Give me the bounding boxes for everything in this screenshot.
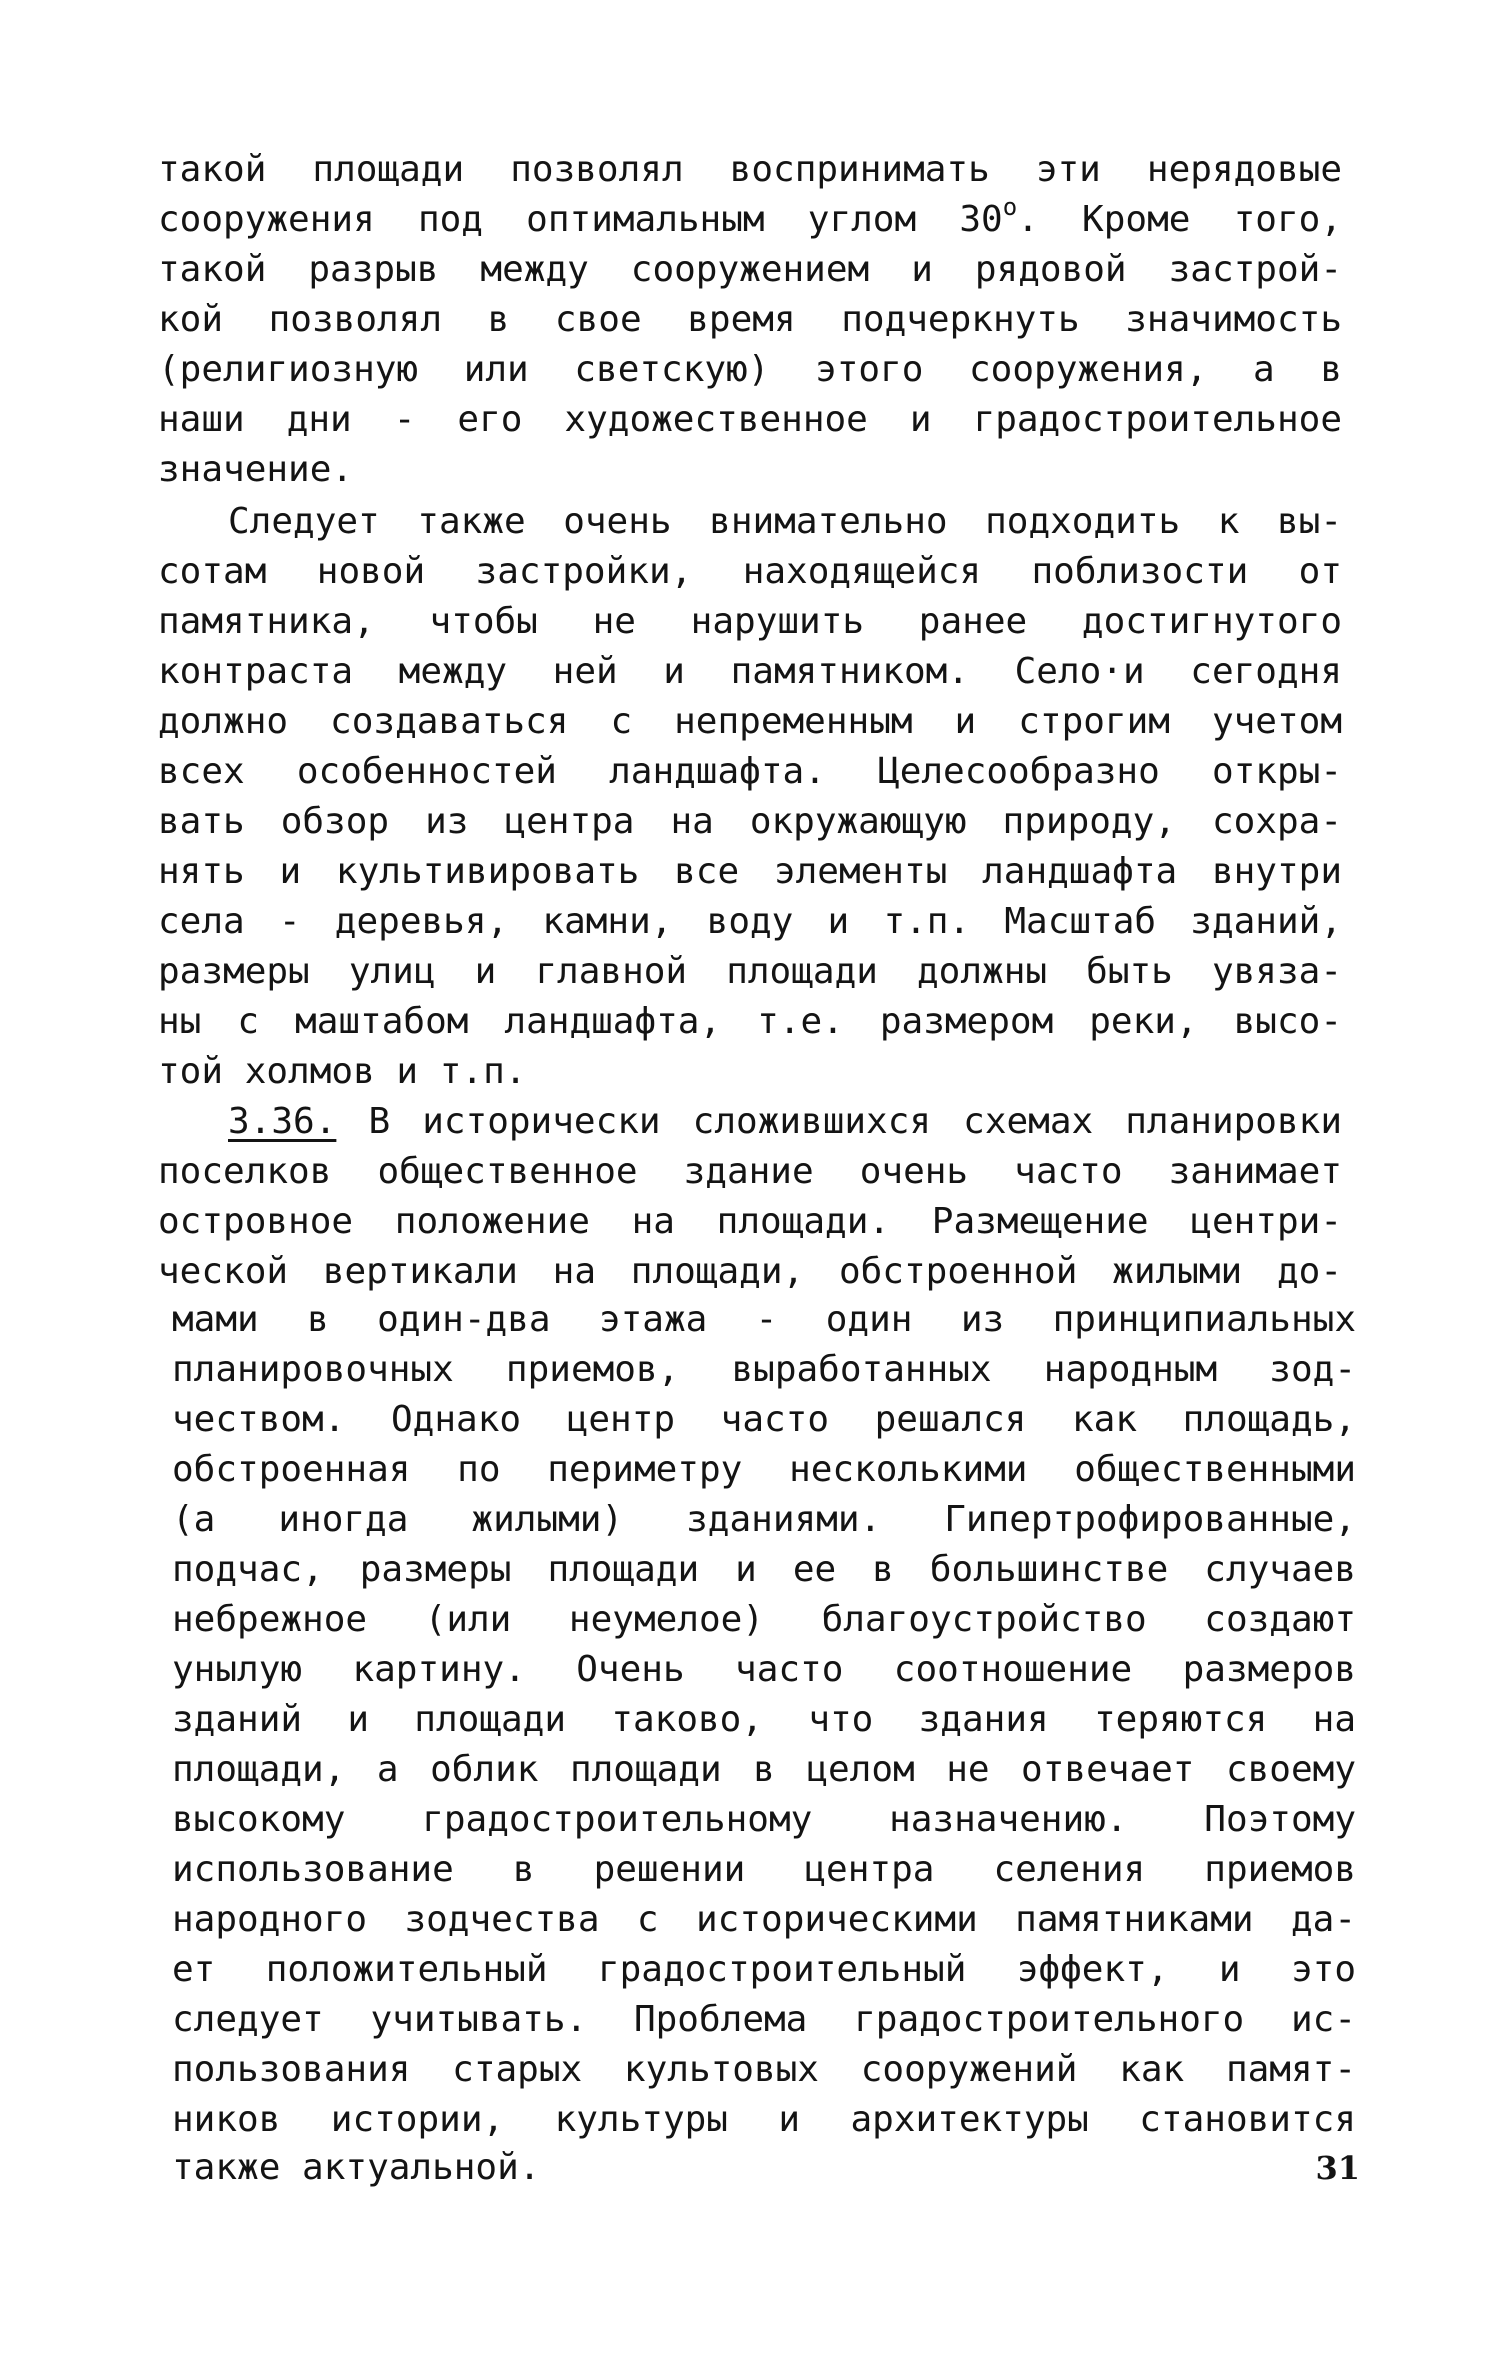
text-line: села - деревья, камни, воду и т.п. Масштаб зданий,: [158, 901, 1342, 942]
text-line: ческой вертикали на площади, обстроенной жилыми до-: [158, 1251, 1342, 1292]
text-line: (а иногда жилыми) зданиями. Гипертрофированные,: [172, 1499, 1356, 1540]
text-line: поселков общественное здание очень часто занимает: [158, 1151, 1342, 1192]
text-line: значение.: [158, 449, 354, 490]
text-line: наши дни - его художественное и градостроительное: [158, 399, 1342, 440]
text-line: всех особенностей ландшафта. Целесообразно откры-: [158, 751, 1342, 792]
text-line: размеры улиц и главной площади должны быть увяза-: [158, 951, 1342, 992]
text-line: обстроенная по периметру несколькими общественными: [172, 1449, 1356, 1490]
text-line: ет положительный градостроительный эффект, и это: [172, 1949, 1356, 1990]
text-line: должно создаваться с непременным и строгим учетом: [158, 701, 1342, 742]
text-line: небрежное (или неумелое) благоустройство создают: [172, 1599, 1356, 1640]
text-line: высокому градостроительному назначению. Поэтому: [172, 1799, 1356, 1840]
text-line: подчас, размеры площади и ее в большинстве случаев: [172, 1549, 1356, 1590]
text-line: пользования старых культовых сооружений как памят-: [172, 2049, 1356, 2090]
text-line: также актуальной.: [172, 2147, 541, 2188]
text-line: кой позволял в свое время подчеркнуть значимость: [158, 299, 1342, 340]
text-line: Следует также очень внимательно подходить к вы-: [228, 501, 1342, 542]
section-number: 3.36.: [228, 1101, 337, 1142]
text-line: сотам новой застройки, находящейся поблизости от: [158, 551, 1342, 592]
text-line: планировочных приемов, выработанных народным зод-: [172, 1349, 1356, 1390]
text-line-with-section-number: [228, 1098, 1342, 1146]
text-line: (религиозную или светскую) этого сооружения, а в: [158, 349, 1342, 390]
text-line: контраста между ней и памятником. Село·и сегодня: [158, 651, 1342, 692]
text-line: памятника, чтобы не нарушить ранее достигнутого: [158, 601, 1342, 642]
text-fragment: . Кроме того,: [1017, 199, 1342, 240]
text-line: мами в один-два этажа - один из принципиальных: [172, 1299, 1356, 1340]
text-line: унылую картину. Очень часто соотношение размеров: [172, 1649, 1356, 1690]
text-line: островное положение на площади. Размещение центри-: [158, 1201, 1342, 1242]
text-line: зданий и площади таково, что здания теряются на: [172, 1699, 1356, 1740]
text-line: чеством. Однако центр часто решался как площадь,: [172, 1399, 1356, 1440]
text-line: такой разрыв между сооружением и рядовой застрой-: [158, 249, 1342, 290]
text-fragment: сооружения под оптимальным углом 30: [158, 199, 1003, 240]
text-fragment: В исторически сложившихся схемах планировки: [368, 1101, 1342, 1142]
text-line: ников истории, культуры и архитектуры становится: [172, 2099, 1356, 2140]
text-line: использование в решении центра селения приемов: [172, 1849, 1356, 1890]
text-line: площади, а облик площади в целом не отвечает своему: [172, 1749, 1356, 1790]
text-line: следует учитывать. Проблема градостроительного ис-: [172, 1999, 1356, 2040]
text-line: той холмов и т.п.: [158, 1051, 527, 1092]
text-line: народного зодчества с историческими памятниками да-: [172, 1899, 1356, 1940]
page-number: 31: [1315, 2149, 1360, 2187]
degree-superscript: о: [1002, 193, 1018, 221]
text-line: ны с маштабом ландшафта, т.е. размером реки, высо-: [158, 1001, 1342, 1042]
text-line: вать обзор из центра на окружающую природу, сохра-: [158, 801, 1342, 842]
text-line: такой площади позволял воспринимать эти нерядовые: [158, 149, 1342, 190]
text-line-with-superscript: [158, 193, 1342, 244]
text-line: нять и культивировать все элементы ландшафта внутри: [158, 851, 1342, 892]
